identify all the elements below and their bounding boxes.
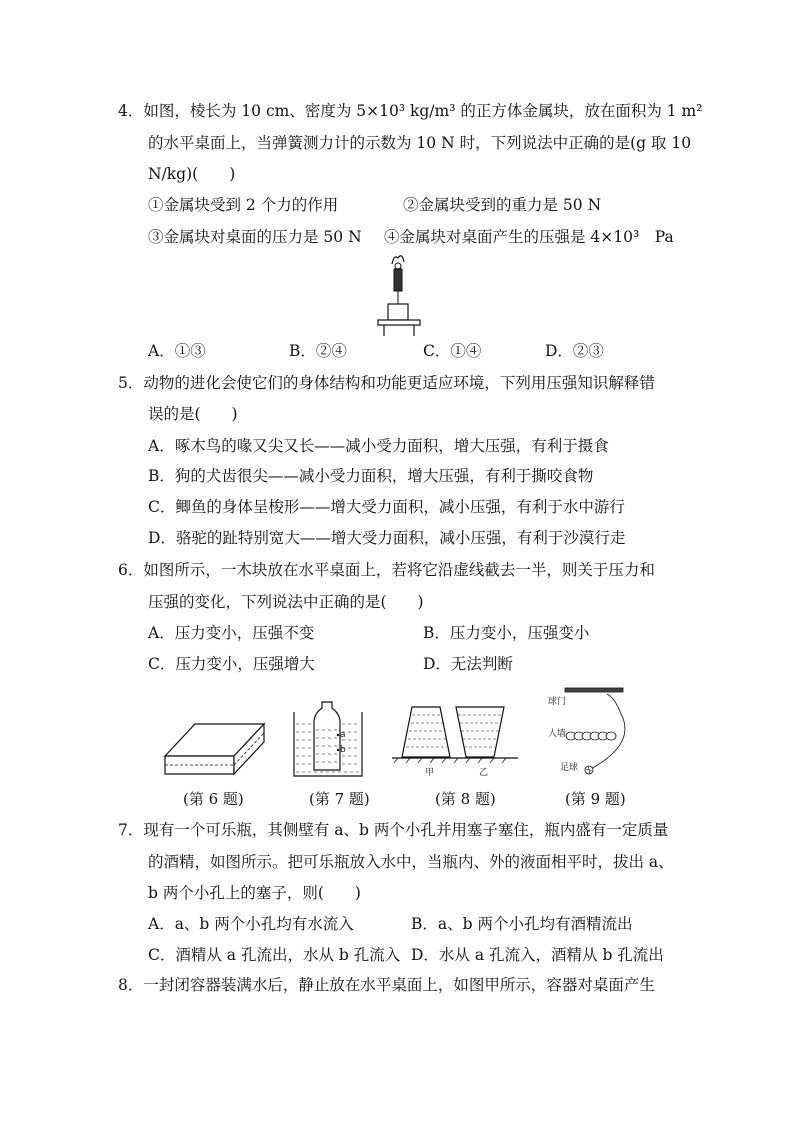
fig7-label-b: b xyxy=(340,745,346,755)
caption-fig7: (第 7 题) xyxy=(309,790,370,808)
q8-stem-line-1: 8．一封闭容器装满水后，静止放在水平桌面上，如图甲所示，容器对桌面产生 xyxy=(118,976,655,994)
q4-option-d: D．②③ xyxy=(545,342,604,360)
q5-option-d: D．骆驼的趾特别宽大——增大受力面积，减小压强，有利于沙漠行走 xyxy=(148,529,626,547)
q7-stem-line-3: b 两个小孔上的塞子，则( ) xyxy=(148,884,361,902)
q7-stem-line-2: 的酒精，如图所示。把可乐瓶放入水中，当瓶内、外的液面相平时，拔出 a、 xyxy=(148,853,674,871)
fig9-label-goal: 球门 xyxy=(548,697,567,707)
fig9-label-wall: 人墙 xyxy=(548,729,567,739)
caption-fig6: (第 6 题) xyxy=(183,790,244,808)
fig9-label-ball: 足球 xyxy=(560,763,579,773)
q7-option-b: B．a、b 两个小孔均有酒精流出 xyxy=(411,915,633,933)
fig7-label-a: a xyxy=(340,730,346,740)
q6-stem-line-1: 6．如图所示，一木块放在水平桌面上，若将它沿虚线截去一半，则关于压力和 xyxy=(118,561,655,579)
q5-option-c: C．鲫鱼的身体呈梭形——增大受力面积，减小压强，有利于水中游行 xyxy=(148,498,625,516)
q4-stem-line-3: N/kg)( ) xyxy=(148,165,236,183)
caption-fig8: (第 8 题) xyxy=(435,790,496,808)
fig8-label-jia: 甲 xyxy=(425,768,435,778)
caption-fig9: (第 9 题) xyxy=(565,790,626,808)
q6-option-c: C．压力变小，压强增大 xyxy=(148,655,315,673)
q7-option-c: C．酒精从 a 孔流出，水从 b 孔流入 xyxy=(148,946,401,964)
q6-stem-line-2: 压强的变化，下列说法中正确的是( ) xyxy=(148,593,424,611)
q5-option-a: A．啄木鸟的喙又尖又长——减小受力面积，增大压强，有利于摄食 xyxy=(148,437,609,455)
q7-option-d: D．水从 a 孔流入，酒精从 b 孔流出 xyxy=(411,946,664,964)
q5-option-b: B．狗的犬齿很尖——减小受力面积，增大压强，有利于撕咬食物 xyxy=(148,467,594,485)
q4-option-a: A．①③ xyxy=(148,342,206,360)
q5-stem-line-1: 5．动物的进化会使它们的身体结构和功能更适应环境，下列用压强知识解释错 xyxy=(118,374,655,392)
q4-statement-4: ④金属块对桌面产生的压强是 4×10³ Pa xyxy=(384,228,674,246)
q4-spring-scale-figure xyxy=(376,250,422,338)
q5-stem-line-2: 误的是( ) xyxy=(148,405,238,423)
fig8-containers xyxy=(390,705,520,765)
q4-statement-2: ②金属块受到的重力是 50 N xyxy=(403,196,602,214)
fig6-wood-block xyxy=(160,718,270,778)
q4-statement-3: ③金属块对桌面的压力是 50 N xyxy=(148,228,362,246)
q4-option-c: C．①④ xyxy=(423,342,482,360)
q4-stem-line-1: 4．如图，棱长为 10 cm、密度为 5×10³ kg/m³ 的正方体金属块，放在面积为 1 m² xyxy=(118,102,703,120)
q7-option-a: A．a、b 两个小孔均有水流入 xyxy=(148,915,354,933)
fig8-label-yi: 乙 xyxy=(479,768,489,778)
q4-option-b: B．②④ xyxy=(289,342,347,360)
q4-statement-1: ①金属块受到 2 个力的作用 xyxy=(148,196,339,214)
q4-stem-line-2: 的水平桌面上，当弹簧测力计的示数为 10 N 时，下列说法中正确的是(g 取 10 xyxy=(148,134,692,152)
q6-option-a: A．压力变小，压强不变 xyxy=(148,624,315,642)
q6-option-d: D．无法判断 xyxy=(423,655,513,673)
q6-option-b: B．压力变小，压强变小 xyxy=(423,624,590,642)
fig7-bottle-in-water xyxy=(292,700,364,778)
q7-stem-line-1: 7．现有一个可乐瓶，其侧壁有 a、b 两个小孔并用塞子塞住，瓶内盛有一定质量 xyxy=(118,821,669,839)
